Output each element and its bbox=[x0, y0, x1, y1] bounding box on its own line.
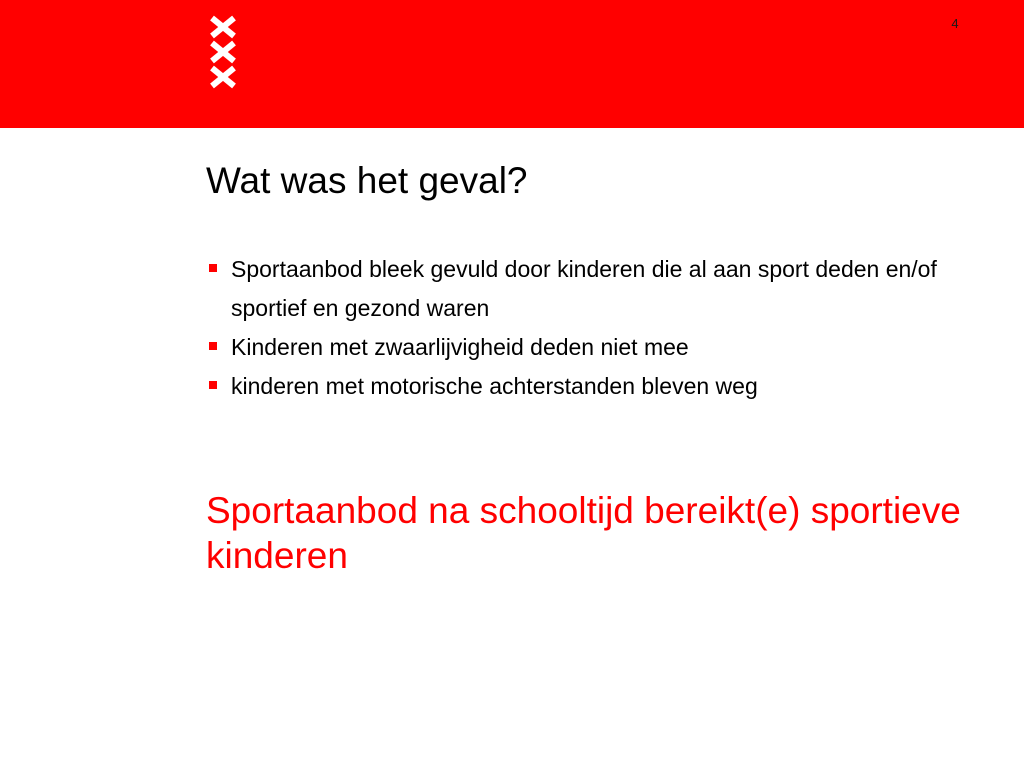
bullet-item bbox=[206, 250, 976, 328]
slide-title: Wat was het geval? bbox=[206, 160, 528, 201]
bullet-item bbox=[206, 367, 976, 406]
page-number: 4 bbox=[951, 16, 959, 31]
amsterdam-three-crosses-icon bbox=[208, 14, 238, 90]
bullet-list bbox=[206, 250, 976, 406]
bullet-text: Kinderen met zwaarlijvigheid deden niet mee bbox=[231, 334, 689, 360]
bullet-text: kinderen met motorische achterstanden bleven weg bbox=[231, 373, 758, 399]
bullet-item bbox=[206, 328, 976, 367]
header-band bbox=[0, 0, 1024, 128]
square-bullet-icon bbox=[209, 381, 217, 389]
conclusion-text: Sportaanbod na schooltijd bereikt(e) sportieve kinderen bbox=[206, 490, 961, 576]
square-bullet-icon bbox=[209, 264, 217, 272]
bullet-text: Sportaanbod bleek gevuld door kinderen die al aan sport deden en/of sportief en gezond waren bbox=[231, 256, 937, 321]
square-bullet-icon bbox=[209, 342, 217, 350]
